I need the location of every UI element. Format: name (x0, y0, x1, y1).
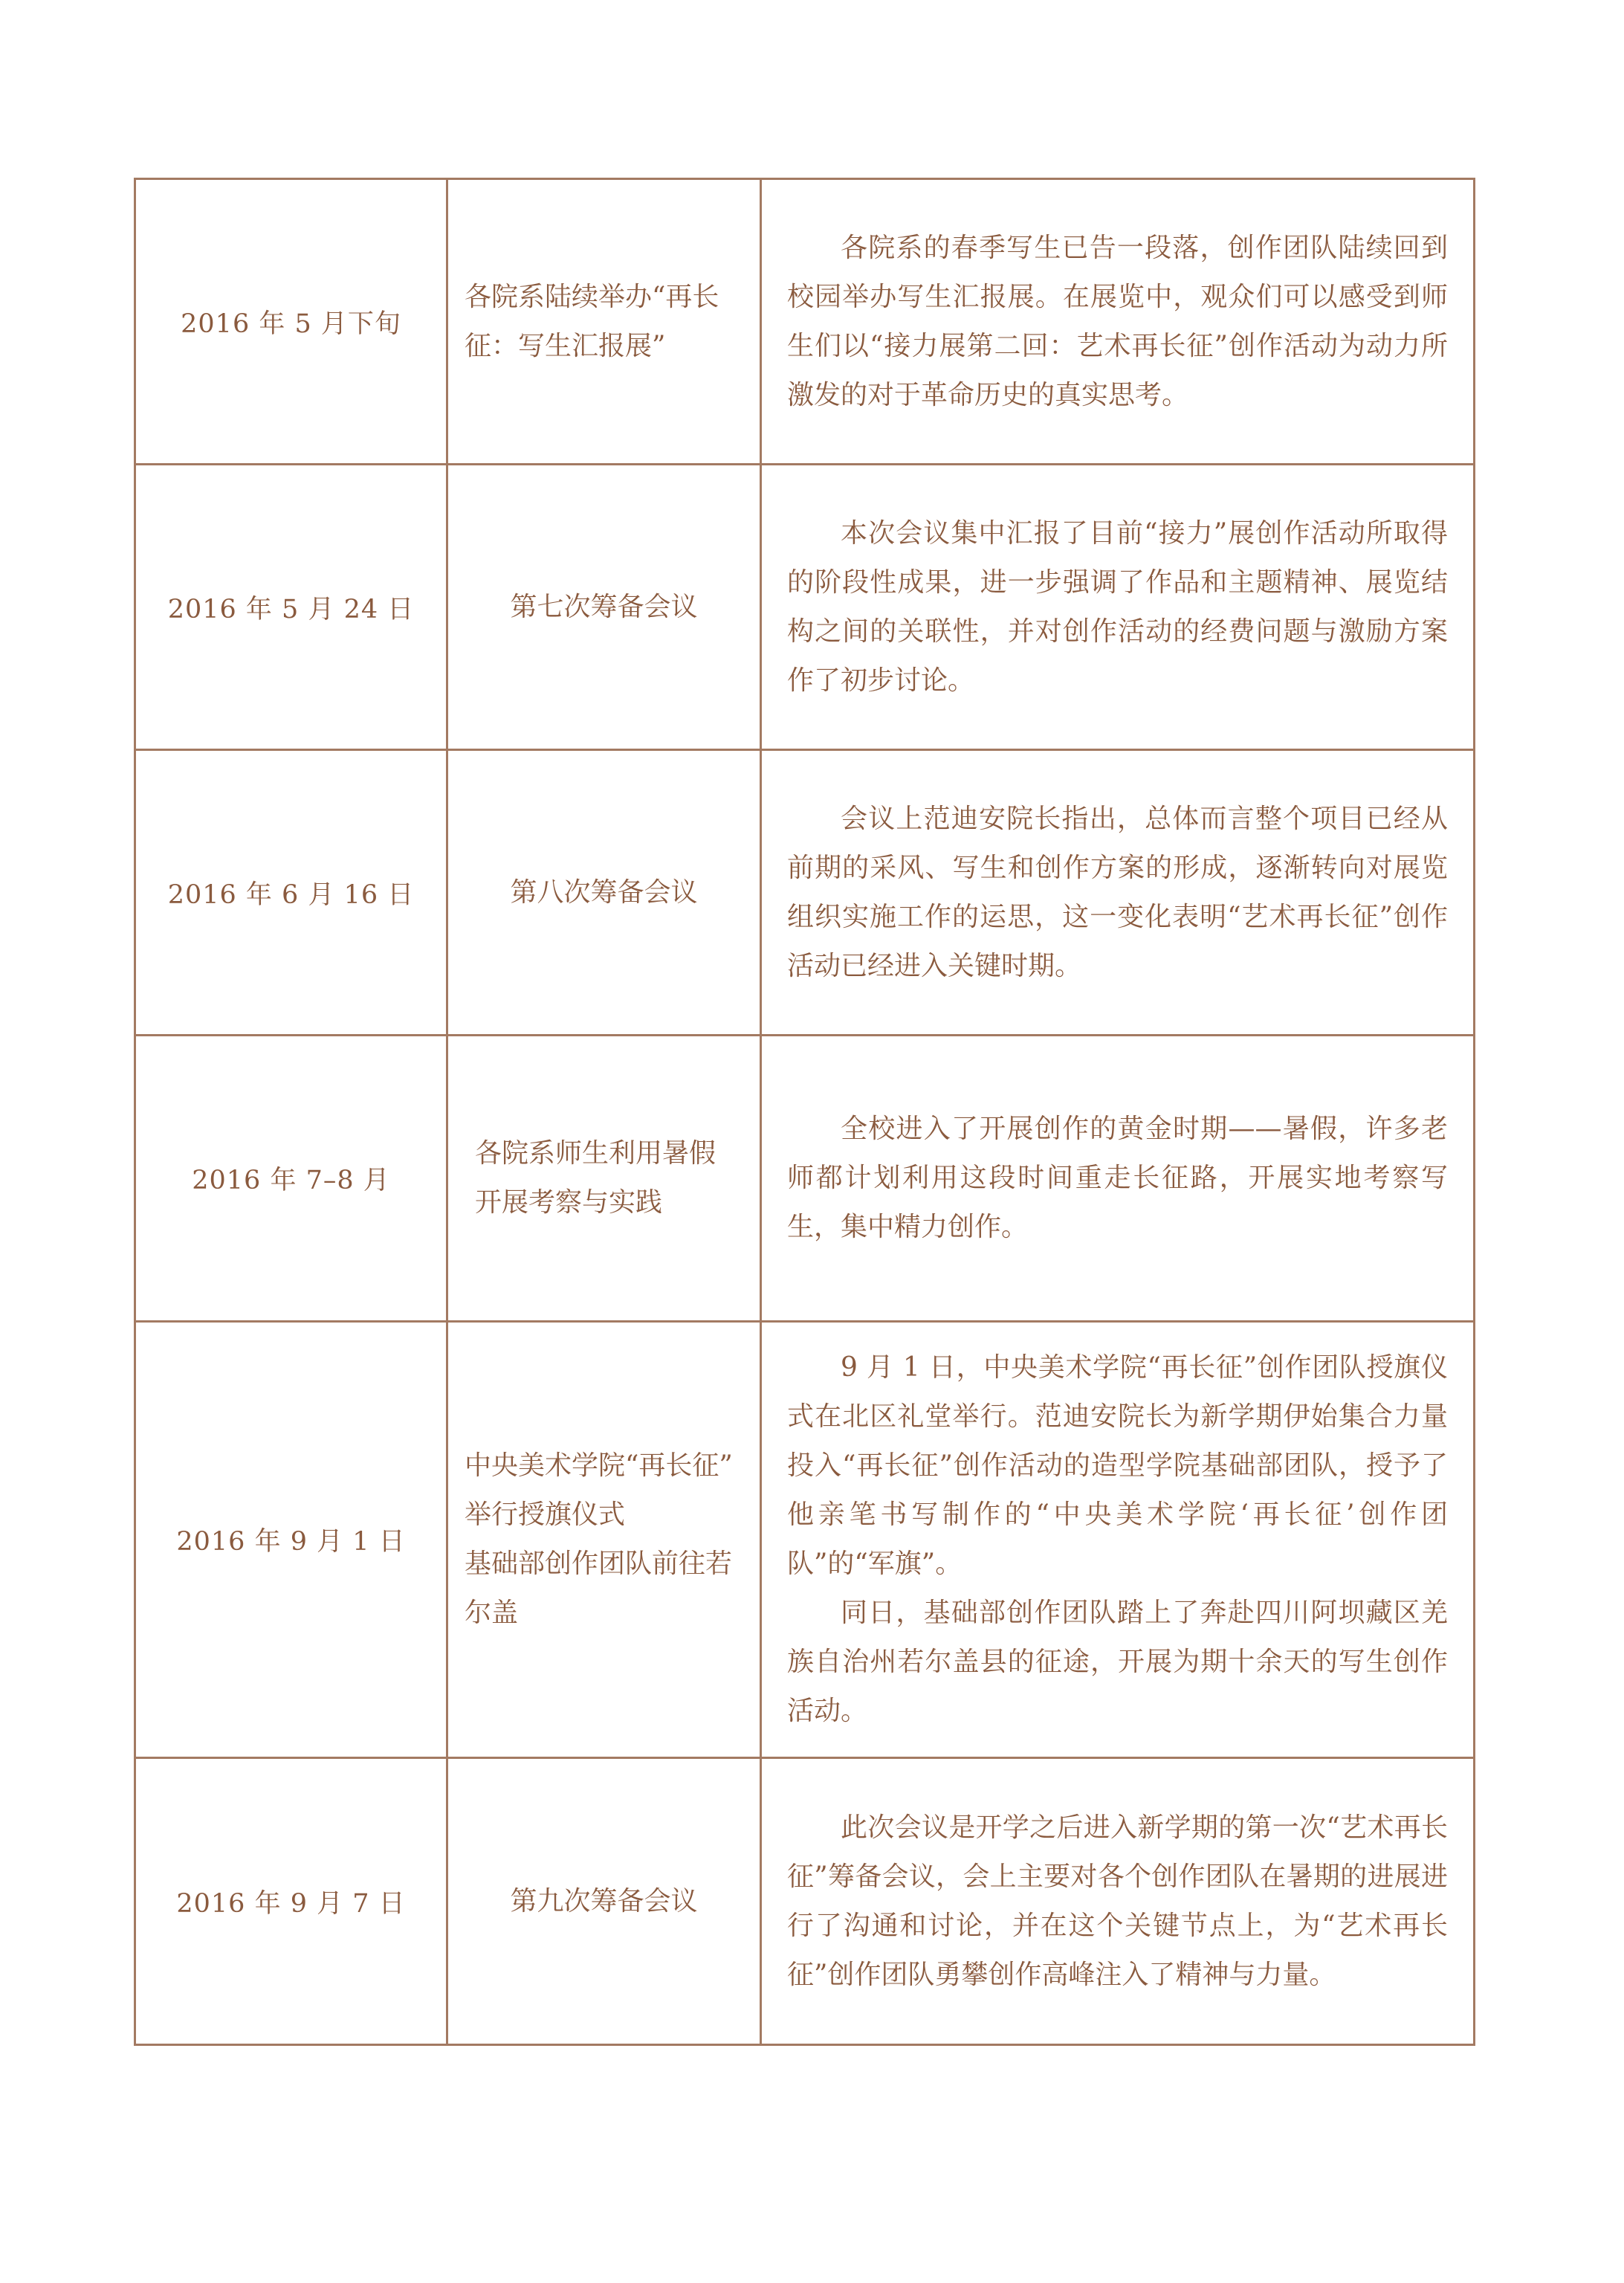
date-cell: 2016 年 7–8 月 (135, 1036, 447, 1322)
event-line: 尔盖 (465, 1598, 519, 1628)
event-line: 各院系师生利用暑假 (475, 1138, 716, 1169)
date-cell: 2016 年 5 月下旬 (135, 179, 447, 465)
event-line: 举行授旗仪式 (465, 1499, 626, 1530)
event-cell (447, 750, 761, 1036)
date-cell: 2016 年 9 月 7 日 (135, 1758, 447, 2045)
event-cell (447, 1758, 761, 2045)
event-line: 第八次筹备会议 (510, 876, 698, 908)
table-row (135, 179, 1475, 465)
event-line: 中央美术学院“再长征” (465, 1450, 733, 1481)
event-line: 基础部创作团队前往若 (465, 1549, 733, 1579)
date-cell: 2016 年 6 月 16 日 (135, 750, 447, 1036)
description-paragraph: 会议上范迪安院长指出，总体而言整个项目已经从前期的采风、写生和创作方案的形成，逐渐转向对展览组织实施工作的运思，这一变化表明“艺术再长征”创作活动已经进入关键时期。 (787, 803, 1448, 981)
date-cell: 2016 年 9 月 1 日 (135, 1322, 447, 1758)
event-line: 征：写生汇报展” (465, 330, 666, 361)
event-line: 第七次筹备会议 (510, 591, 698, 622)
description-cell (761, 465, 1475, 750)
description-cell (761, 1322, 1475, 1758)
description-cell (761, 750, 1475, 1036)
event-cell (447, 179, 761, 465)
event-cell (447, 465, 761, 750)
description-cell (761, 1758, 1475, 2045)
event-line: 各院系陆续举办“再长 (465, 281, 719, 312)
timeline-table (134, 178, 1475, 2046)
table-row (135, 465, 1475, 750)
event-cell (447, 1036, 761, 1322)
description-cell (761, 1036, 1475, 1322)
event-line: 第九次筹备会议 (510, 1885, 698, 1917)
description-paragraph: 同日，基础部创作团队踏上了奔赴四川阿坝藏区羌族自治州若尔盖县的征途，开展为期十余天的写生创作活动。 (787, 1598, 1448, 1726)
description-paragraph: 9 月 1 日，中央美术学院“再长征”创作团队授旗仪式在北区礼堂举行。范迪安院长为新学期伊始集合力量投入“再长征”创作活动的造型学院基础部团队，授予了他亲笔书写制作的“中央美术学院‘再长征’创作团队”的“军旗”。 (787, 1352, 1448, 1579)
description-paragraph: 各院系的春季写生已告一段落，创作团队陆续回到校园举办写生汇报展。在展览中，观众们可以感受到师生们以“接力展第二回：艺术再长征”创作活动为动力所激发的对于革命历史的真实思考。 (787, 232, 1448, 410)
table-row (135, 1322, 1475, 1758)
description-paragraph: 此次会议是开学之后进入新学期的第一次“艺术再长征”筹备会议，会上主要对各个创作团队在暑期的进展进行了沟通和讨论，并在这个关键节点上，为“艺术再长征”创作团队勇攀创作高峰注入了精神与力量。 (787, 1812, 1448, 1990)
description-paragraph: 全校进入了开展创作的黄金时期——暑假，许多老师都计划利用这段时间重走长征路，开展实地考察写生，集中精力创作。 (787, 1114, 1448, 1242)
event-line: 开展考察与实践 (475, 1187, 663, 1218)
table-row (135, 1758, 1475, 2045)
table-row (135, 750, 1475, 1036)
date-cell: 2016 年 5 月 24 日 (135, 465, 447, 750)
event-cell (447, 1322, 761, 1758)
description-paragraph: 本次会议集中汇报了目前“接力”展创作活动所取得的阶段性成果，进一步强调了作品和主题精神、展览结构之间的关联性，并对创作活动的经费问题与激励方案作了初步讨论。 (787, 517, 1448, 696)
table-row (135, 1036, 1475, 1322)
description-cell (761, 179, 1475, 465)
